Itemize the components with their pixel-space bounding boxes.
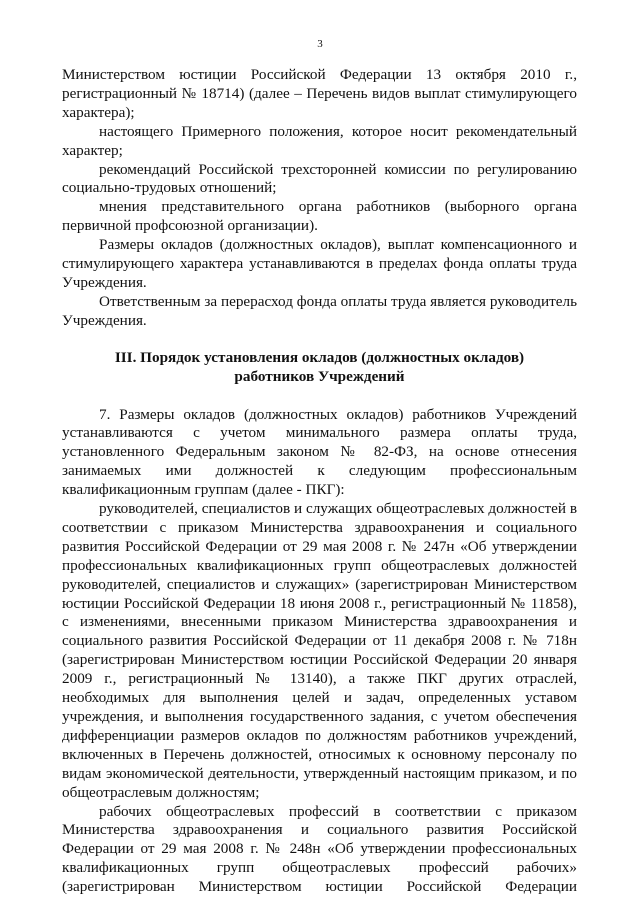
paragraph: Ответственным за перерасход фонда оплаты труда является руководитель Учреждения. <box>62 292 577 329</box>
section-heading-line: работников Учреждений <box>234 367 405 385</box>
section-heading <box>62 349 577 387</box>
paragraph: Министерством юстиции Российской Федерации 13 октября 2010 г., регистрационный № 18714) (далее – Перечень видов выплат стимулирующего характера); <box>62 66 577 121</box>
paragraph: настоящего Примерного положения, которое носит рекомендательный характер; <box>62 122 577 159</box>
paragraph: 7. Размеры окладов (должностных окладов) работников Учреждений устанавливаются с учетом минимального размера оплаты труда, установленного Федеральным законом № 82-ФЗ, на основе отнесения занимаемых ими должностей к следующим профессиональным квалификационным группам (далее - ПКГ): <box>62 405 577 499</box>
paragraph: рабочих общеотраслевых профессий в соответствии с приказом Министерства здравоохранения и социального развития Российской Федерации от 29 мая 2008 г. № 248н «Об утверждении профессиональных квалификационных групп общеотраслевых профессий рабочих» (зарегистрирован Министерством юстиции Российской Федерации <box>62 802 577 896</box>
paragraph: рекомендаций Российской трехсторонней комиссии по регулированию социально-трудовых отношений; <box>62 160 577 197</box>
paragraph: мнения представительного органа работников (выборного органа первичной профсоюзной организации). <box>62 198 577 235</box>
section-heading-line: III. Порядок установления окладов (должностных окладов) <box>114 348 525 366</box>
page-number: 3 <box>317 38 323 50</box>
paragraph: руководителей, специалистов и служащих общеотраслевых должностей в соответствии с приказом Министерства здравоохранения и социального развития Российской Федерации от 29 мая 2008 г. № 247н «Об утверждении профессиональных квалификационных групп общеотраслевых должностей руководителей, специалистов и служащих» (зарегистрирован Министерством юстиции Российской Федерации 18 июня 2008 г., регистрационный № 11858), с изменениями, внесенными приказом Министерства здравоохранения и социального развития Российской Федерации от 11 декабря 2008 г. № 718н (зарегистрирован Министерством юстиции Российской Федерации 20 января 2009 г., регистрационный № 13140), а также ПКГ других отраслей, необходимых для выполнения целей и задач, определенных уставом учреждения, и выполнения государственного задания, с учетом обеспечения дифференциации размеров окладов по должностям работников учреждений, включенных в Перечень должностей, относимых к основному персоналу по видам экономической деятельности, утвержденный настоящим приказом, и по общеотраслевым должностям; <box>62 500 577 801</box>
paragraph: Размеры окладов (должностных окладов), выплат компенсационного и стимулирующего характера устанавливаются в пределах фонда оплаты труда Учреждения. <box>62 236 577 291</box>
document-body <box>62 66 577 897</box>
